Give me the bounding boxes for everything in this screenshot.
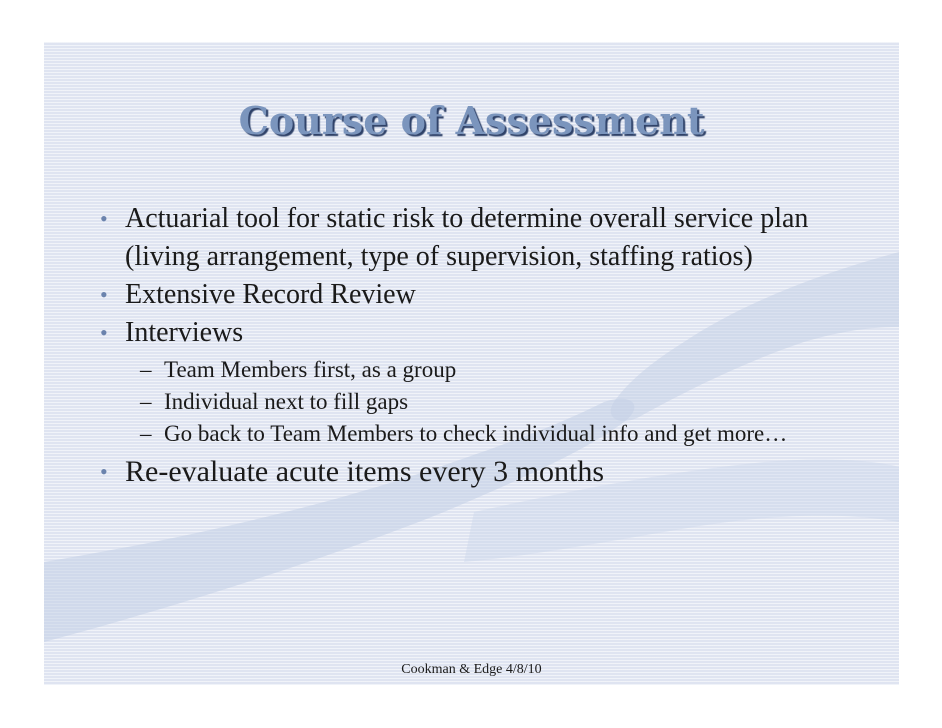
sub-bullet-item xyxy=(60,388,880,416)
slide-content xyxy=(60,200,880,492)
sub-bullet-item xyxy=(60,356,880,384)
slide-title: Course of Assessment xyxy=(238,98,705,143)
bullet-text: Extensive Record Review xyxy=(125,279,416,310)
sub-bullet-text: Individual next to fill gaps xyxy=(164,389,409,414)
bullet-item xyxy=(60,314,880,352)
bullet-icon: • xyxy=(100,206,108,231)
slide-footer: Cookman & Edge 4/8/10 xyxy=(401,662,542,677)
bullet-text: Actuarial tool for static risk to determine overall service plan (living arrangement, type of supervision, staffing ratios) xyxy=(125,203,809,272)
dash-icon: – xyxy=(140,357,152,382)
bullet-item xyxy=(60,276,880,314)
bullet-item xyxy=(60,452,880,492)
slide xyxy=(44,42,899,685)
bullet-text: Interviews xyxy=(125,317,244,348)
dash-icon: – xyxy=(140,389,152,414)
bullet-text: Re-evaluate acute items every 3 months xyxy=(125,455,604,488)
sub-bullet-text: Go back to Team Members to check individual info and get more… xyxy=(164,421,788,446)
bullet-icon: • xyxy=(100,282,108,307)
bullet-icon: • xyxy=(100,459,108,484)
sub-bullet-item xyxy=(60,420,880,448)
bullet-item xyxy=(60,200,880,276)
dash-icon: – xyxy=(140,421,152,446)
sub-bullet-text: Team Members first, as a group xyxy=(164,357,457,382)
bullet-icon: • xyxy=(100,320,108,345)
